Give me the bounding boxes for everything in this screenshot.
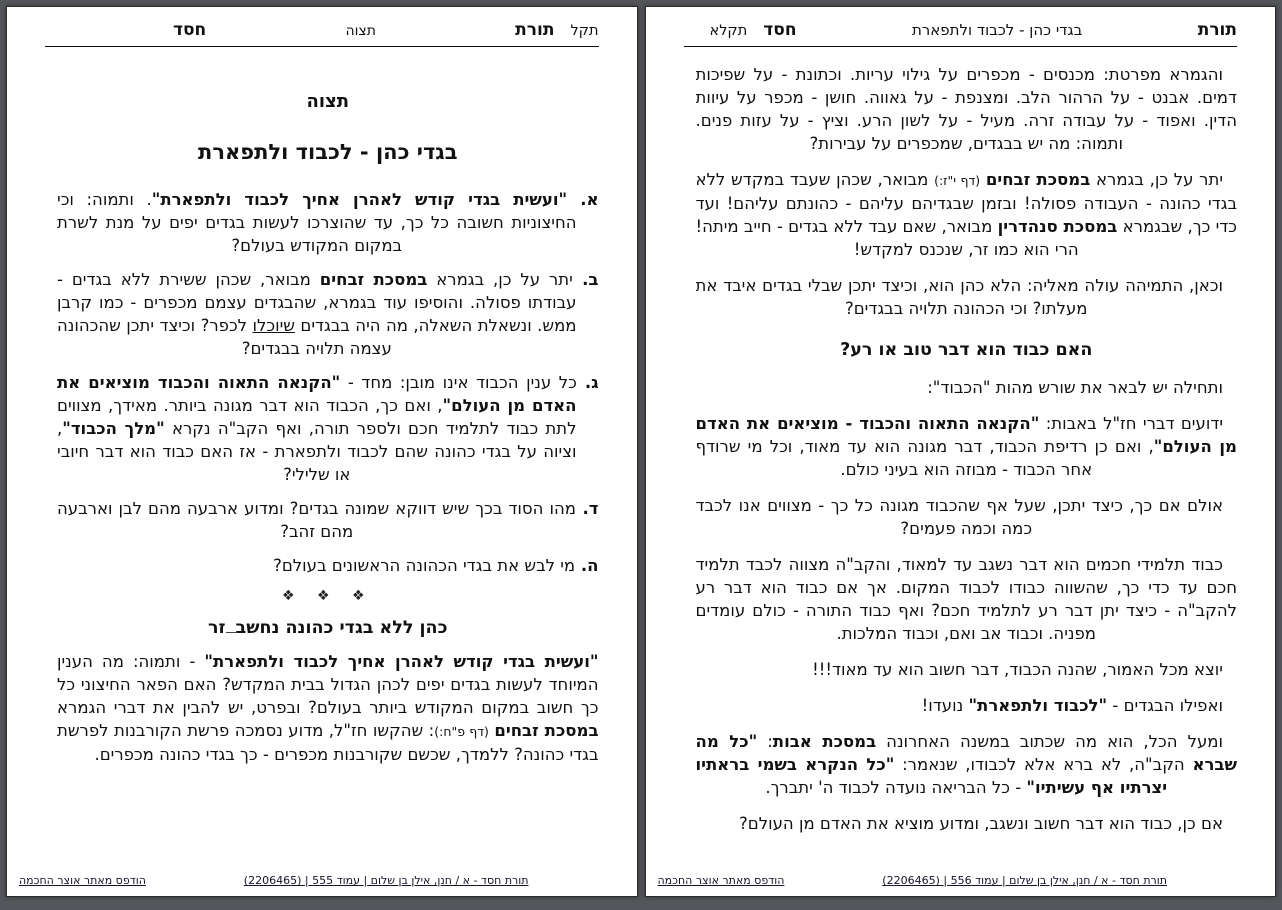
paragraph <box>696 694 1238 717</box>
paragraph <box>57 188 599 257</box>
text-segment: , וציוה על בגדי כהונה שהם לכבוד ולתפארת - אז האם כבוד הוא דבר חיובי או שלילי? <box>57 419 577 484</box>
text-segment: יתר על כן, בגמרא <box>427 270 573 289</box>
page-header <box>45 20 599 47</box>
chapter-title <box>57 140 599 164</box>
book-title-part-left: חסד <box>763 20 797 40</box>
paragraph <box>696 494 1238 540</box>
text-segment: במסכת זבחים <box>494 721 599 740</box>
paragraph <box>57 371 599 486</box>
paragraph <box>696 730 1238 799</box>
paragraph <box>696 658 1238 681</box>
paragraph <box>57 650 599 766</box>
text-segment: מבואר, שאם עבד ללא בגדים - חייב מיתה! הרי הוא כמו זר, שנכנס למקדש! <box>695 217 1079 259</box>
book-title-part-left: חסד <box>173 20 207 40</box>
text-segment: מהו הסוד בכך שיש דווקא שמונה בגדים? ומדוע ארבעה מהם לבן וארבעה מהם זהב? <box>57 499 576 541</box>
printed-from-link[interactable]: הודפס מאתר אוצר החכמה <box>19 874 146 887</box>
page-right <box>645 6 1277 897</box>
page-header <box>684 20 1238 47</box>
text-segment: והגמרא מפרטת: מכנסים - מכפרים על גילוי עריות. וכתונת - על שפיכות דמים. אבנט - על הרהור הלב. ומצנפת - על גאווה. חושן - מכפר על עיוות הדין. ואפוד - על עבודה זרה. מעיל - על לשון הרע. וציץ - על עזות פנים. ותמוה: מה יש בבגדים, שמכפרים על עבירות? <box>695 65 1237 153</box>
text-segment: ה. <box>575 556 599 575</box>
text-segment: "הקנאה התאוה והכבוד מוציאים את האדם מן העולם" <box>57 373 577 415</box>
folio-number: תקלא <box>709 23 748 39</box>
text-segment: במסכת זבחים <box>985 170 1091 189</box>
text-segment: ומעל הכל, הוא מה שכתוב במשנה האחרונה <box>876 732 1223 751</box>
text-segment: האם כבוד הוא דבר טוב או רע? <box>840 340 1093 360</box>
text-segment: יתר על כן, בגמרא <box>1090 170 1224 189</box>
citation-link[interactable]: תורת חסד - א / חנן, אילן בן שלום | עמוד 556 | (2206465) <box>882 874 1167 887</box>
text-segment: , ואם כך, הכבוד הוא דבר מגונה ביותר. מאידך, מצווים לתת כבוד לתלמיד חכם ולספר תורה, ואף הקב"ה נקרא <box>57 396 577 438</box>
book-title-part-right: תורת <box>515 20 555 40</box>
section-heading <box>696 340 1238 360</box>
text-segment: , ואם כן רדיפת הכבוד, דבר מגונה הוא עד מאוד, וכל מי שרודף אחר הכבוד - מבוזה הוא בעיני כולם. <box>695 437 1154 479</box>
text-segment: (דף פ"ח:) <box>434 724 489 739</box>
paragraph <box>696 63 1238 155</box>
text-segment: במסכת סנהדרין <box>997 217 1118 236</box>
text-segment: אולם אם כך, כיצד יתכן, שעל אף שהכבוד מגונה כל כך - מצווים אנו לכבד כמה וכמה פעמים? <box>695 496 1223 538</box>
page-body <box>696 47 1238 874</box>
paragraph <box>696 412 1238 481</box>
text-segment: אם כן, כבוד הוא דבר חשוב ונשגב, ומדוע מוציא את האדם מן העולם? <box>739 814 1223 833</box>
text-segment: "לכבוד ולתפארת" <box>968 696 1108 715</box>
page-footer <box>19 874 599 887</box>
text-segment: יוצא מכל האמור, שהנה הכבוד, דבר חשוב הוא עד מאוד!!! <box>812 660 1223 679</box>
text-segment: שיוכלו <box>252 316 295 335</box>
text-segment: ואפילו הבגדים - <box>1107 696 1223 715</box>
section-heading <box>57 618 599 638</box>
page-left <box>6 6 638 897</box>
page-footer <box>658 874 1238 887</box>
header-inner-group <box>515 20 598 40</box>
paragraph <box>57 497 599 543</box>
text-segment: במסכת אבות <box>772 732 877 751</box>
citation-link[interactable]: תורת חסד - א / חנן, אילן בן שלום | עמוד 555 | (2206465) <box>243 874 529 887</box>
header-inner-group <box>710 20 797 40</box>
text-segment: . ותמוה: וכי החיצוניות חשובה כל כך, עד שהוצרכו לעשות בגדים יפים על מנת לשרת במקום המקודש בעולם? <box>57 190 577 255</box>
running-title: תצוה <box>345 23 376 39</box>
text-segment: - כל הבריאה נועדה לכבוד ה' יתברך. <box>765 778 1027 797</box>
paragraph <box>696 274 1238 320</box>
text-segment: "ועשית בגדי קודש לאהרן אחיך לכבוד ולתפארת" <box>151 190 568 209</box>
paragraph <box>696 812 1238 835</box>
text-segment: : שהקשו חז"ל, מדוע נסמכה פרשת הקורבנות לפרשת בגדי כהונה? ללמדך, שכשם שקורבנות מכפרים - כך בגדי כהונה מכפרים. <box>57 721 599 764</box>
text-segment: כהן ללא בגדי כהונה נחשב <box>235 618 448 638</box>
text-segment: ד. <box>575 499 599 518</box>
text-segment: "ועשית בגדי קודש לאהרן אחיך לכבוד ולתפארת" <box>204 652 599 671</box>
text-segment: נועדו! <box>921 696 969 715</box>
paragraph <box>696 376 1238 399</box>
paragraph <box>57 554 599 577</box>
paragraph <box>696 553 1238 645</box>
text-segment: ידועים דברי חז"ל באבות: <box>1039 414 1224 433</box>
text-segment: הקב"ה, לא ברא אלא לכבודו, שנאמר: <box>894 755 1193 774</box>
text-segment: ותחילה יש לבאר את שורש מהות "הכבוד": <box>927 378 1223 397</box>
printed-from-link[interactable]: הודפס מאתר אוצר החכמה <box>657 874 785 887</box>
text-segment: "הקנאה התאוה והכבוד - מוציאים את האדם מן העולם" <box>695 414 1237 456</box>
text-segment: במסכת זבחים <box>319 270 428 289</box>
text-segment: מבואר, שכהן ששירת ללא בגדים - עבודתו פסולה. והוסיפו עוד בגמרא, שהבגדים עצמם מכפרים - כמו קרבן ממש. ונשאלת השאלה, מה היה בבגדים <box>57 270 577 335</box>
text-segment: כבוד תלמידי חכמים הוא דבר נשגב עד למאוד, והקב"ה מצווה לכבד תלמיד חכם עד כדי כך, שהשווה כבודו לכבוד המקום. אך אם כבוד הוא דבר רע להקב"ה - כיצד יתן דבר רע לתלמיד חכם? ואף כבוד התורה - כולם עומדים מפניה. וכבוד אב ואם, וכבוד המלכות. <box>695 555 1237 643</box>
paragraph <box>57 268 599 360</box>
text-segment: "כל הנקרא בשמי בראתיו יצרתיו אף עשיתיו" <box>695 755 1168 797</box>
text-segment: וכאן, התמיהה עולה מאליה: הלא כהן הוא, וכיצד יתכן שבלי בגדים איבד את מעלתו? וכי הכהונה תלויה בבגדים? <box>695 276 1223 318</box>
text-segment: ב. <box>572 270 599 289</box>
paragraph <box>696 168 1238 261</box>
text-segment: - ותמוה: מה הענין המיוחד לעשות בגדים יפים לכהן הגדול בבית המקדש? האם הפאר החיצוני כל כך חשוב במקום המקודש ביותר בעולם? ובפרט, יש להבין את דברי הגמרא <box>57 652 599 717</box>
running-title: בגדי כהן - לכבוד ולתפארת <box>911 21 1083 39</box>
parsha-title <box>57 91 599 112</box>
text-segment: תצוה <box>306 91 350 112</box>
text-segment <box>226 632 236 633</box>
text-segment: "כל מה שברא <box>695 732 1237 774</box>
text-segment: א. <box>567 190 599 209</box>
text-segment: ג. <box>576 373 599 392</box>
text-segment: מי לבש את בגדי הכהונה הראשונים בעולם? <box>273 556 576 575</box>
text-segment: ❖ ❖ ❖ <box>281 588 374 604</box>
folio-number: תקל <box>570 23 599 39</box>
page-body <box>57 47 599 874</box>
text-segment: כל ענין הכבוד אינו מובן: מחד - <box>340 373 577 392</box>
text-segment: : <box>757 732 773 751</box>
text-segment: מבואר, שכהן שעבד במקדש ללא בגדי כהונה - העבודה פסולה! ובזמן שבגדיהם עליהם - כהונתם עליהם! ועד כדי כך, שבגמרא <box>695 170 1237 236</box>
text-segment: זר <box>208 618 226 638</box>
text-segment: (דף י"ז:) <box>934 173 981 188</box>
text-segment: לכפר? וכיצד יתכן שהכהונה עצמה תלויה בבגדים? <box>57 316 392 358</box>
text-segment: "מלך הכבוד" <box>62 419 165 438</box>
ornament-divider <box>57 588 599 604</box>
book-title-part-right: תורת <box>1197 20 1237 40</box>
text-segment: בגדי כהן - לכבוד ולתפארת <box>197 140 458 164</box>
